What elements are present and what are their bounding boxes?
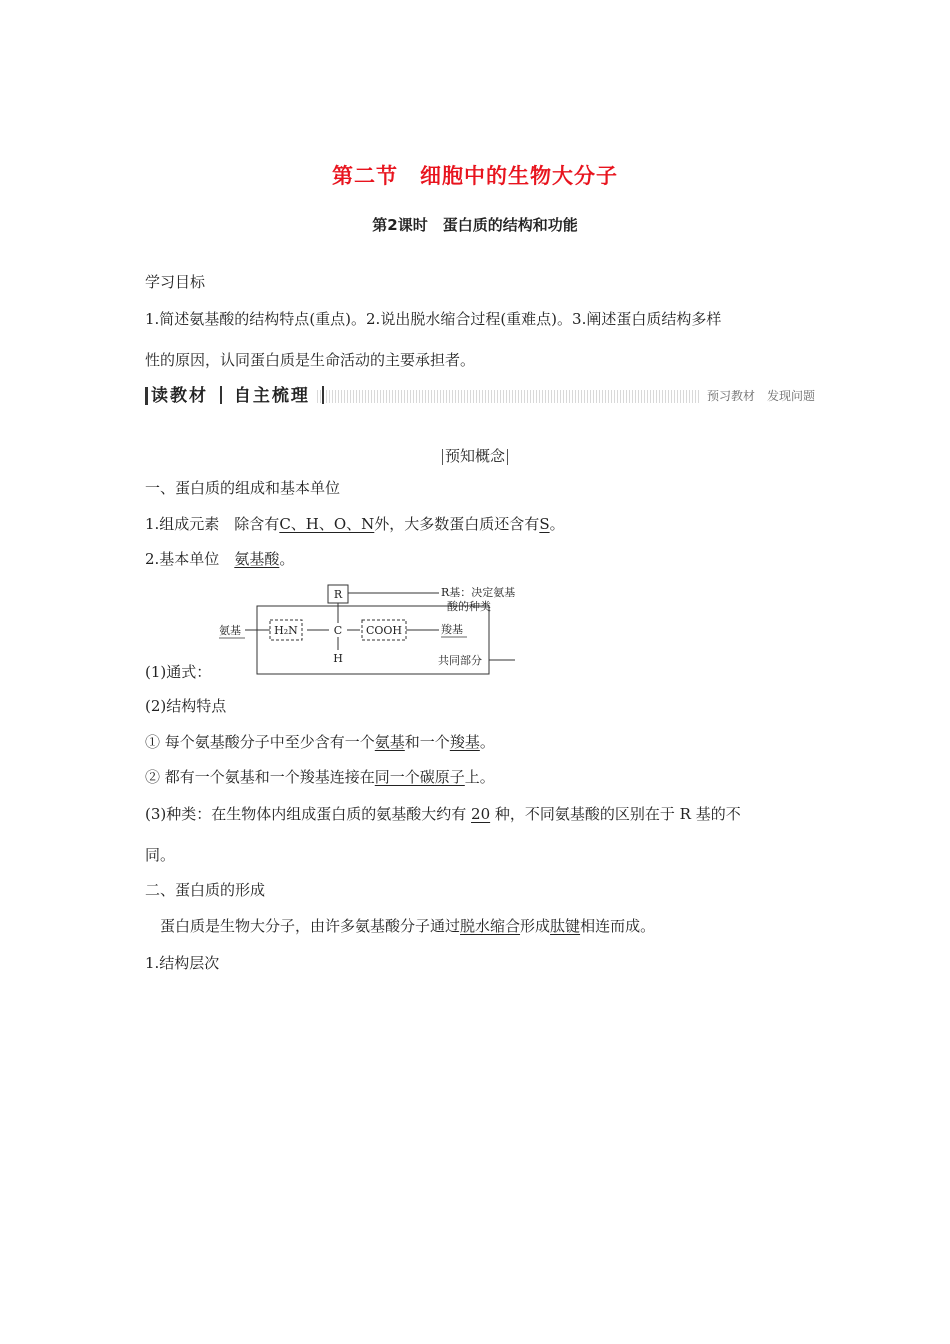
elements-line: 1.组成元素 除含有C、H、O、N外，大多数蛋白质还含有S。 <box>145 515 565 533</box>
kinds-line-1: (3)种类：在生物体内组成蛋白质的氨基酸大约有 20 种，不同氨基酸的区别在于 R 基的不 <box>145 805 741 823</box>
banner-separator <box>220 386 222 404</box>
kinds-line-2: 同。 <box>145 846 176 864</box>
intro-answer-peptide-bond: 肽键 <box>550 917 581 935</box>
r-group-label-1: R基：决定氨基 <box>441 586 516 599</box>
section-label <box>0 445 950 466</box>
amino-group-formula: H₂N <box>274 624 298 637</box>
section-banner <box>145 385 815 407</box>
part2-heading: 二、蛋白质的形成 <box>145 881 266 899</box>
objectives-heading: 学习目标 <box>145 273 206 291</box>
part1-heading: 一、蛋白质的组成和基本单位 <box>145 479 341 497</box>
feature2-answer: 同一个碳原子 <box>374 768 465 786</box>
intro-answer-dehydration: 脱水缩合 <box>460 917 521 935</box>
banner-title-part2: 自主梳理 <box>233 386 310 406</box>
unit-line: 2.基本单位 氨基酸。 <box>145 550 295 568</box>
feature-1: ① 每个氨基酸分子中至少含有一个氨基和一个羧基。 <box>145 733 495 751</box>
objectives-line-1: 1.简述氨基酸的结构特点(重点)。2.说出脱水缩合过程(重难点)。3.阐述蛋白质结构多样 <box>145 310 722 328</box>
feature-2: ② 都有一个氨基和一个羧基连接在同一个碳原子上。 <box>145 768 495 786</box>
page-title: 第二节 细胞中的生物大分子 <box>332 164 618 188</box>
elements-answer-s: S <box>539 515 550 533</box>
hydrogen-symbol: H <box>333 652 343 665</box>
banner-title-part1: 读教材 <box>151 386 208 406</box>
kinds-answer: 20 <box>471 805 491 823</box>
banner-separator-end <box>322 386 324 404</box>
r-group-symbol: R <box>333 588 343 601</box>
carboxyl-label: 羧基 <box>441 623 463 636</box>
feature1-answer-carboxyl: 羧基 <box>449 733 480 751</box>
banner-title <box>145 385 324 407</box>
structure-levels-heading: 1.结构层次 <box>145 954 220 972</box>
lesson-subtitle: 第2课时 蛋白质的结构和功能 <box>372 216 578 234</box>
r-group-label-2: 酸的种类 <box>447 600 491 613</box>
feature-heading: (2)结构特点 <box>145 697 227 715</box>
amino-label: 氨基 <box>219 624 241 637</box>
section-label-text: 预知概念 <box>444 447 505 465</box>
common-part-text: 共同部分 <box>438 654 482 667</box>
carboxyl-group-formula: COOH <box>365 624 403 637</box>
part2-intro: 蛋白质是生物大分子，由许多氨基酸分子通过脱水缩合形成肽键相连而成。 <box>160 917 656 935</box>
banner-right-text: 预习教材 发现问题 <box>699 387 815 405</box>
objectives-line-2: 性的原因，认同蛋白质是生命活动的主要承担者。 <box>145 351 476 369</box>
unit-answer: 氨基酸 <box>234 550 280 568</box>
formula-label: (1)通式： <box>145 663 212 681</box>
carbon-symbol: C <box>333 624 343 637</box>
amino-acid-formula-diagram <box>215 580 535 680</box>
feature1-answer-amino: 氨基 <box>374 733 405 751</box>
elements-answer: C、H、O、N <box>279 515 375 533</box>
